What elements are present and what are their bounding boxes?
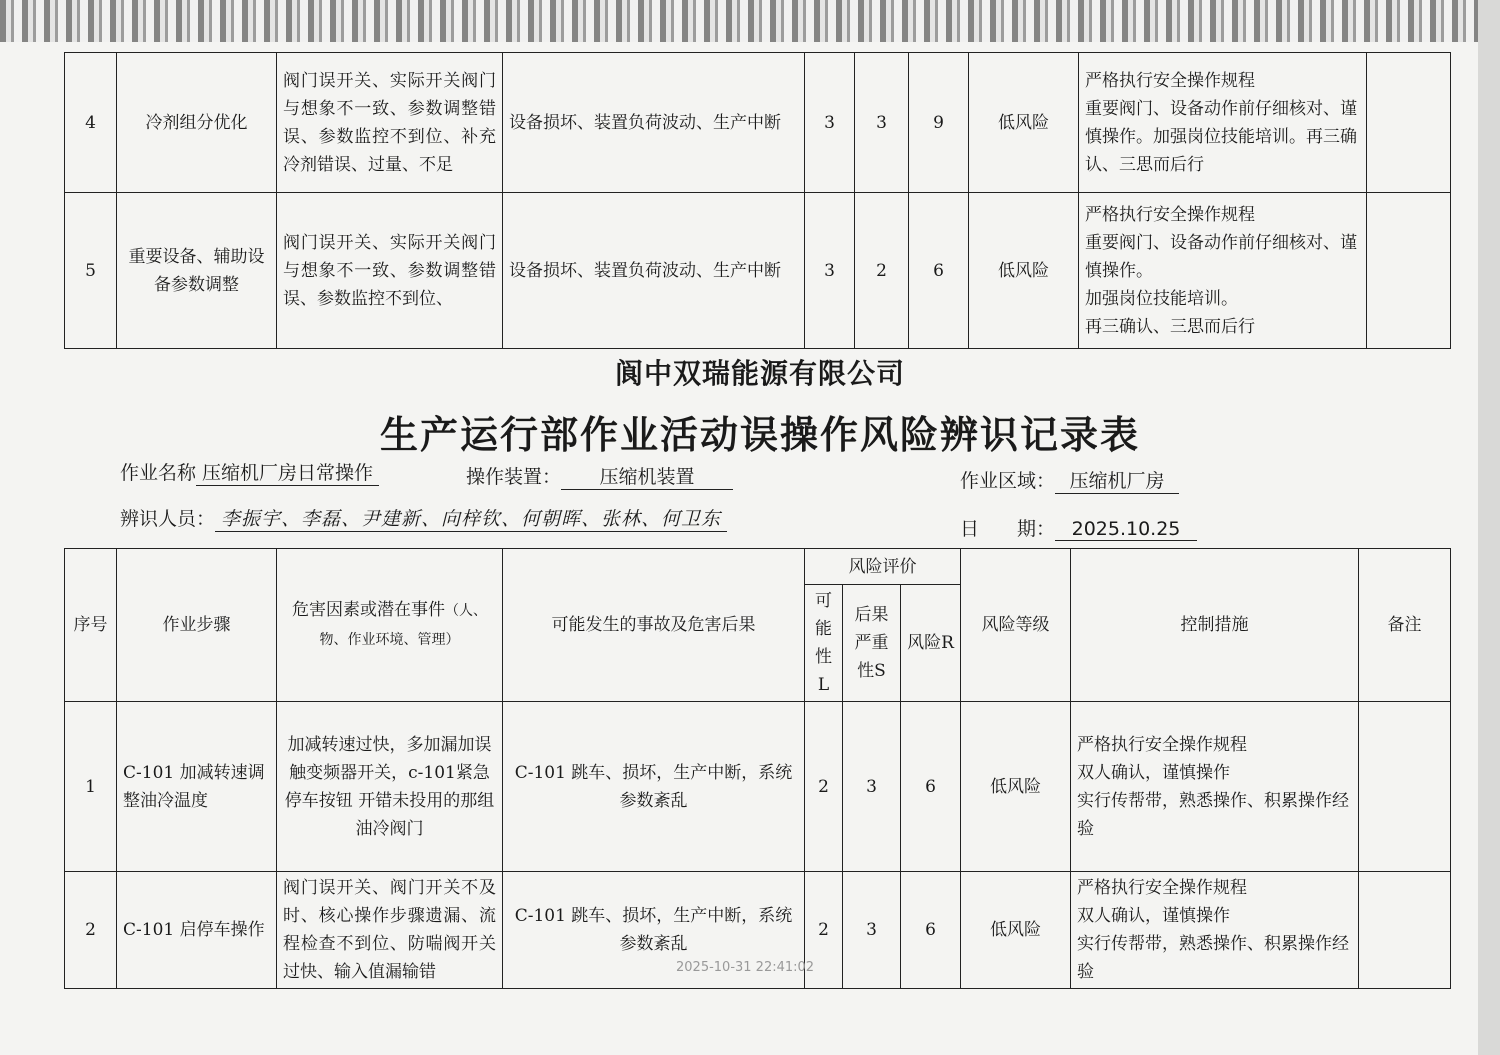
date-value: 2025.10.25: [1055, 518, 1197, 541]
row-no: 5: [65, 193, 117, 349]
row-hazard: 阀门误开关、实际开关阀门与想象不一致、参数调整错误、参数监控不到位、补充冷剂错误、过量、不足: [277, 53, 503, 193]
row-consequence: C-101 跳车、损坏，生产中断，系统参数紊乱: [503, 702, 805, 872]
row-hazard: 阀门误开关、阀门开关不及时、核心操作步骤遗漏、流程检查不到位、防喘阀开关过快、输入值漏输错: [277, 872, 503, 989]
header-no: 序号: [65, 549, 117, 702]
row-s: 3: [855, 53, 909, 193]
row-step: C-101 加减转速调整油冷温度: [117, 702, 277, 872]
measure-line: 再三确认、三思而后行: [1085, 316, 1255, 337]
header-measures: 控制措施: [1071, 549, 1359, 702]
header-r: 风险R: [901, 585, 961, 702]
row-level: 低风险: [969, 193, 1079, 349]
row-measures: [1071, 702, 1359, 872]
measure-line: 双人确认，谨慎操作: [1077, 762, 1230, 783]
row-measures: [1079, 53, 1367, 193]
measure-line: 严格执行安全操作规程: [1077, 734, 1247, 755]
scan-edge: [0, 0, 1500, 42]
device-label: 操作装置：: [466, 466, 562, 488]
row-l: 2: [805, 702, 843, 872]
row-remark: [1367, 193, 1451, 349]
measure-line: 严格执行安全操作规程: [1085, 70, 1255, 91]
row-r: 6: [909, 193, 969, 349]
row-remark: [1367, 53, 1451, 193]
date-field: [960, 514, 1197, 541]
company-name: 阆中双瑞能源有限公司: [614, 357, 905, 390]
row-remark: [1359, 872, 1451, 989]
row-hazard: 阀门误开关、实际开关阀门与想象不一致、参数调整错误、参数监控不到位、: [277, 193, 503, 349]
header-row: [65, 549, 1451, 585]
row-s: 2: [855, 193, 909, 349]
row-r: 6: [901, 872, 961, 989]
row-measures: [1071, 872, 1359, 989]
header-hazard-sub: （人、物、作业环境、管理）: [319, 603, 487, 648]
measure-line: 严格执行安全操作规程: [1077, 878, 1247, 898]
row-r: 9: [909, 53, 969, 193]
row-r: 6: [901, 702, 961, 872]
area-field: [960, 466, 1179, 494]
table-row: [65, 53, 1451, 193]
header-s: 后果严重性S: [843, 585, 901, 702]
measure-line: 重要阀门、设备动作前仔细核对、谨慎操作。: [1085, 232, 1357, 281]
table-row: [65, 193, 1451, 349]
table-row: [65, 702, 1451, 872]
device-value: 压缩机装置: [561, 462, 733, 490]
row-consequence: C-101 跳车、损坏，生产中断，系统参数紊乱: [503, 872, 805, 989]
header-consequence: 可能发生的事故及危害后果: [503, 549, 805, 702]
row-consequence: 设备损坏、装置负荷波动、生产中断: [503, 193, 805, 349]
identifiers-label: 辨识人员：: [120, 508, 216, 530]
row-step: 冷剂组分优化: [117, 53, 277, 193]
row-remark: [1359, 702, 1451, 872]
measure-line: 实行传帮带，熟悉操作、积累操作经验: [1077, 790, 1349, 839]
scan-edge-right: [1478, 0, 1500, 1055]
area-label: 作业区域：: [960, 470, 1056, 492]
row-step: C-101 启停车操作: [117, 872, 277, 989]
header-eval: 风险评价: [805, 549, 961, 585]
form-title: 生产运行部作业活动误操作风险辨识记录表: [379, 413, 1140, 457]
row-no: 2: [65, 872, 117, 989]
row-no: 1: [65, 702, 117, 872]
row-no: 4: [65, 53, 117, 193]
row-level: 低风险: [961, 872, 1071, 989]
row-consequence: 设备损坏、装置负荷波动、生产中断: [503, 53, 805, 193]
measure-line: 实行传帮带，熟悉操作、积累操作经验: [1077, 934, 1349, 982]
device-field: [466, 462, 733, 490]
row-s: 3: [843, 872, 901, 989]
row-step: 重要设备、辅助设备参数调整: [117, 193, 277, 349]
row-measures: [1079, 193, 1367, 349]
header-l: 可能性L: [805, 585, 843, 702]
job-name-label: 作业名称: [120, 462, 197, 484]
measure-line: 重要阀门、设备动作前仔细核对、谨慎操作。加强岗位技能培训。再三确认、三思而后行: [1085, 98, 1357, 175]
area-value: 压缩机厂房: [1055, 466, 1179, 494]
header-hazard: [277, 549, 503, 702]
row-s: 3: [843, 702, 901, 872]
row-level: 低风险: [961, 702, 1071, 872]
job-name-value: 压缩机厂房日常操作: [196, 458, 379, 486]
row-l: 3: [805, 193, 855, 349]
header-step: 作业步骤: [117, 549, 277, 702]
top-continuation-table: [64, 52, 1451, 349]
header-level: 风险等级: [961, 549, 1071, 702]
identifiers-field: [120, 504, 727, 532]
identifiers-signatures: 李振宇、李磊、尹建新、向梓钦、何朝晖、张林、何卫东: [215, 504, 727, 532]
measure-line: 严格执行安全操作规程: [1085, 204, 1255, 225]
job-name-field: [120, 458, 379, 486]
row-level: 低风险: [969, 53, 1079, 193]
capture-timestamp: 2025-10-31 22:41:02: [676, 960, 815, 975]
row-l: 3: [805, 53, 855, 193]
measure-line: 加强岗位技能培训。: [1085, 288, 1238, 309]
row-l: 2: [805, 872, 843, 989]
date-label: 日 期：: [960, 518, 1056, 540]
row-hazard: 加减转速过快，多加漏加误触变频器开关，c-101紧急停车按钮 开错未投用的那组油冷阀门: [277, 702, 503, 872]
header-remark: 备注: [1359, 549, 1451, 702]
header-hazard-main: 危害因素或潜在事件: [292, 600, 445, 620]
risk-record-table: [64, 548, 1451, 989]
measure-line: 双人确认，谨慎操作: [1077, 906, 1230, 926]
